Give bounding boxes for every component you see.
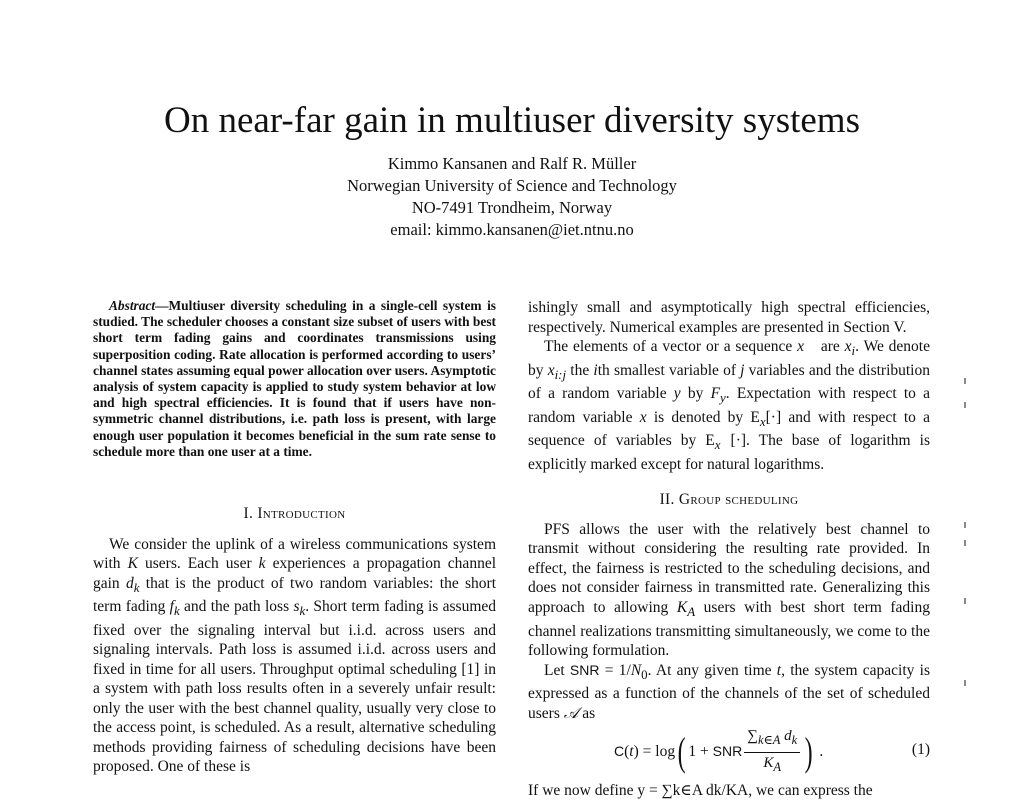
text-run: . At any given time xyxy=(647,661,777,679)
text-run: PFS allows the user with the relatively best channel to transmit without considering the resulting rate provided. In effect, the fairness is restricted to the scheduling decisions, and does not consider fairness in transmitted rate. Generalizing this approach to allowing xyxy=(528,520,930,616)
snr-paragraph: Let SNR = $1/N_0$. At any given time t, the system capacity is expressed as a function of the channels of the set of scheduled users 𝒜 as xyxy=(528,661,930,722)
text-run: by xyxy=(680,385,711,403)
affiliation: Norwegian University of Science and Technology xyxy=(347,176,677,195)
abstract-text: Multiuser diversity scheduling in a single-cell system is studied. The scheduler chooses a constant size subset of users with best short term fading gains and coordinates transmissions using superposition coding. Rate allocation is performed according to users’ channel states assuming equal power allocation over users. Asymptotic analysis of system capacity is applied to study system behavior at low and high spectral efficiencies. It is found that if users have non-symmetric channel distributions, i.e. path loss is present, with large enough user population it becomes beneficial in the sum rate sense to schedule more than one user at a time. xyxy=(93,298,496,459)
section-numeral: II. xyxy=(659,491,675,509)
margin-mark xyxy=(964,378,966,384)
intro-continuation: ishingly small and asymptotically high spectral efficiencies, respectively. Numerical examples are presented in Section V. xyxy=(528,299,930,336)
margin-mark xyxy=(964,540,966,546)
paper-title: On near-far gain in multiuser diversity systems xyxy=(164,100,860,141)
text-run: is denoted by E xyxy=(646,408,760,426)
notation-paragraph: The elements of a vector or a sequence x⃗ are $x_i$. We denote by $x_{i:j}$ the ith smallest variable of j variables and the distribution of a random variable y by $F_y$. Expectation with respect to a random variable x is denoted by $E_x[\cdot]$ and with respect to a sequence of variables by $E_{x⃗}[\cdot]$. The base of logarithm is explicitly marked except for natural logarithms. xyxy=(528,338,931,473)
abstract-lead: Abstract xyxy=(109,298,156,313)
right-column xyxy=(528,298,930,801)
text-run: that is the product of two random variables: the short term fading xyxy=(93,574,496,616)
email: email: kimmo.kansanen@iet.ntnu.no xyxy=(390,220,634,239)
section-numeral: I. xyxy=(243,505,254,523)
text-run: as xyxy=(578,704,596,722)
section-heading-introduction xyxy=(93,504,496,524)
margin-mark xyxy=(964,522,966,528)
text-run: th smallest variable of xyxy=(597,361,741,379)
intro-paragraph: We consider the uplink of a wireless communications system with K users. Each user k experiences a propagation channel gain $d_k$ that is the product of two random variables: the short term fading $f_k$ and the path loss $s_k$. Short term fading is assumed fixed over the signaling interval but i.i.d. across users and signaling intervals. Path loss is assumed i.i.d. across users and fixed in time for all users. Throughput optimal scheduling [1] in a system with path loss results often in a severely unfair result: only the user with the best channel quality, usually very close to the access point, is scheduled. As a result, alternative scheduling methods providing fairness of scheduling decisions have been proposed. One of these is xyxy=(93,535,497,776)
text-run: users with best short term fading channel realizations transmitting simultaneously, we come to the following formulation. xyxy=(528,598,930,660)
text-run: experiences a propagation channel gain xyxy=(93,555,496,592)
text-run: the xyxy=(566,361,594,379)
text-run: . We denote by xyxy=(528,338,930,379)
abstract-dash: — xyxy=(155,298,169,313)
text-run: . The base of logarithm is explicitly marked except for natural logarithms. xyxy=(528,432,930,473)
equation-body: C ( t ) = log ( 1 + SNR $\frac{\sum_{k\in A} d_k}{K_A}$ ) . xyxy=(614,728,824,775)
last-line: If we now define y = ∑k∈A dk/KA, we can express the xyxy=(528,782,873,800)
section-heading-group-scheduling xyxy=(528,490,930,510)
text-run: users. Each user xyxy=(137,555,259,573)
text-run: , the system capacity is expressed as a function of the channels of the set of scheduled users xyxy=(528,661,930,722)
section-name: Group scheduling xyxy=(678,491,799,509)
section-name: Introduction xyxy=(257,505,346,523)
abstract xyxy=(93,298,496,460)
pfs-paragraph: PFS allows the user with the relatively best channel to transmit without considering the resulting rate provided. In effect, the fairness is restricted to the scheduling decisions, and does not consider fairness in transmitted rate. Generalizing this approach to allowing $K_A$ users with best short term fading channel realizations transmitting simultaneously, we come to the following formulation. xyxy=(528,520,930,660)
text-run: variables and the distribution of a random variable xyxy=(528,361,930,403)
equation-1 xyxy=(528,723,930,781)
text-run: are xyxy=(816,338,845,355)
margin-mark xyxy=(964,680,966,686)
address: NO-7491 Trondheim, Norway xyxy=(411,198,613,217)
left-column xyxy=(93,298,496,777)
equation-number: (1) xyxy=(911,741,930,759)
authors: Kimmo Kansanen and Ralf R. Müller xyxy=(387,154,637,173)
text-run: We consider the uplink of a wireless communications system with xyxy=(93,535,496,573)
text-run: . Expectation with respect to a random variable xyxy=(528,385,930,426)
margin-mark xyxy=(964,598,966,604)
text-run: and the path loss xyxy=(179,598,294,616)
margin-mark xyxy=(964,402,966,408)
text-run: The elements of a vector or a sequence xyxy=(544,338,798,355)
text-run: and with respect to a sequence of variables by E xyxy=(528,408,931,450)
text-run: Let xyxy=(544,661,570,679)
author-block xyxy=(0,153,1024,241)
text-run: . Short term fading is assumed fixed over the signaling interval but i.i.d. across users and signaling intervals. Path loss is assumed i.i.d. across users and fixed in time for all users. Throughput optimal scheduling [1] in a system with path loss results often in a severely unfair result: only the user with the best channel quality, usually very close to the access point, is scheduled. As a result, alternative scheduling methods providing fairness of scheduling decisions have been proposed. One of these is xyxy=(93,598,497,776)
